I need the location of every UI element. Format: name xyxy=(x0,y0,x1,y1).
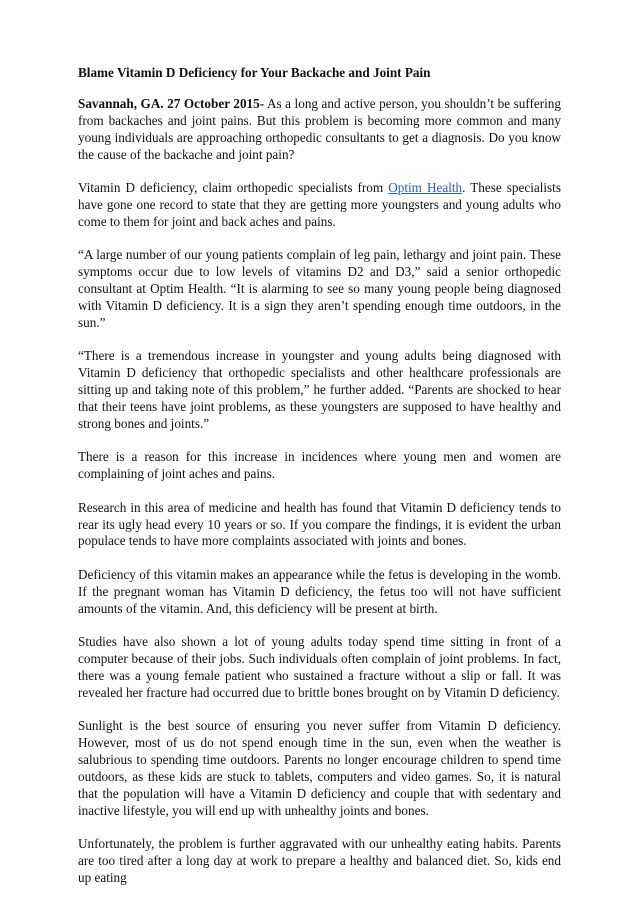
document-title: Blame Vitamin D Deficiency for Your Backache and Joint Pain xyxy=(78,65,431,80)
dateline: Savannah, GA. 27 October 2015- xyxy=(78,95,265,111)
paragraph-reason: There is a reason for this increase in incidences where young men and women are complaining of joint aches and pains. xyxy=(78,449,561,482)
paragraph-studies: Studies have also shown a lot of young adults today spend time sitting in front of a computer because of their jobs. Such individuals often complain of joint problems. In fact, there was a young female patient who sustained a fracture without a slip or fall. It was revealed her fracture had occurred due to brittle bones brought on by Vitamin D deficiency. xyxy=(78,634,561,700)
paragraph-quote-1: “A large number of our young patients complain of leg pain, lethargy and joint pain. These symptoms occur due to low levels of vitamins D2 and D3,” said a senior orthopedic consultant at Optim Health. “It is alarming to see so many young people being diagnosed with Vitamin D deficiency. It is a sign they aren’t spending enough time outdoors, in the sun.” xyxy=(78,247,561,330)
paragraph-optim-after: . These specialists have gone one record to state that they are getting more youngsters and young adults who come to them for joint and back aches and pains. xyxy=(78,180,561,229)
paragraph-intro-text: As a long and active person, you shouldn’t be suffering from backaches and joint pains. But this problem is becoming more common and many young individuals are approaching orthopedic consultants to get a diagnosis. Do you know the cause of the backache and joint pain? xyxy=(78,95,561,162)
paragraph-quote-2: “There is a tremendous increase in youngster and young adults being diagnosed with Vitamin D deficiency that orthopedic specialists and other healthcare professionals are sitting up and taking note of this problem,” he further added. “Parents are shocked to hear that their teens have joint problems, as these youngsters are supposed to have healthy and strong bones and joints.” xyxy=(78,348,561,431)
paragraph-research: Research in this area of medicine and health has found that Vitamin D deficiency tends to rear its ugly head every 10 years or so. If you compare the findings, it is evident the urban populace tends to have more complaints associated with joints and bones. xyxy=(78,499,561,549)
paragraph-optim xyxy=(78,180,561,231)
document-page xyxy=(78,65,561,903)
paragraph-fetus: Deficiency of this vitamin makes an appearance while the fetus is developing in the womb. If the pregnant woman has Vitamin D deficiency, the fetus too will not have sufficient amounts of the vitamin. And, this deficiency will be present at birth. xyxy=(78,566,561,616)
optim-health-link[interactable]: Optim Health xyxy=(388,180,463,196)
paragraph-eating: Unfortunately, the problem is further aggravated with our unhealthy eating habits. Parents are too tired after a long day at work to prepare a healthy and balanced diet. So, kids end up eating xyxy=(78,836,561,885)
paragraph-intro xyxy=(78,96,561,164)
paragraph-sunlight: Sunlight is the best source of ensuring you never suffer from Vitamin D deficiency. However, most of us do not spend enough time in the sun, even when the weather is salubrious to spending time outdoors. Parents no longer encourage children to spend time outdoors, as these kids are stuck to tablets, computers and video games. So, it is natural that the population will have a Vitamin D deficiency and couple that with sedentary and inactive lifestyle, you will end up with unhealthy joints and bones. xyxy=(78,718,561,818)
paragraph-optim-before: Vitamin D deficiency, claim orthopedic specialists from xyxy=(78,180,389,196)
